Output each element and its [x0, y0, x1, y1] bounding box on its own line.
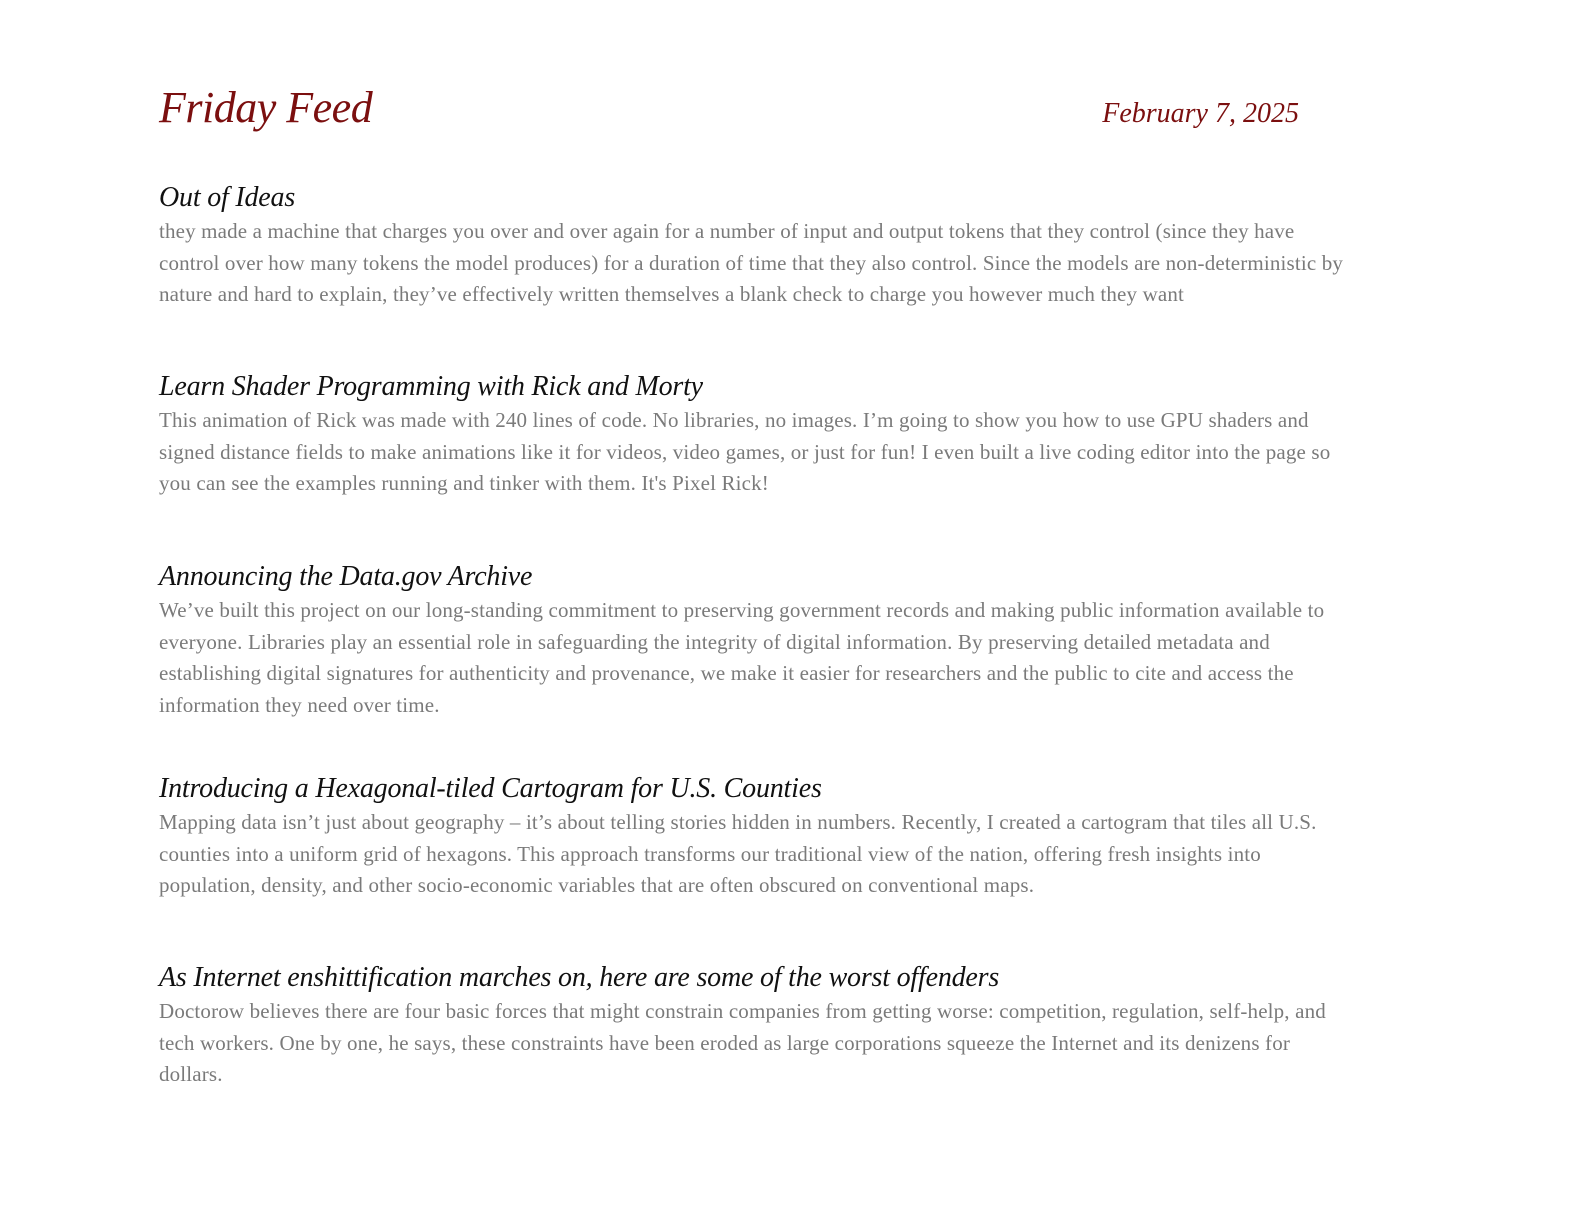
article-hexagonal-cartogram [159, 771, 1359, 902]
article-learn-shader-programming [159, 369, 1359, 500]
article-title[interactable]: Introducing a Hexagonal-tiled Cartogram for U.S. Counties [159, 773, 822, 804]
article-summary: We’ve built this project on our long-standing commitment to preserving government records and making public information available to everyone. Libraries play an essential role in safeguarding the integrity of digital information. By preserving detailed metadata and establishing digital signatures for authenticity and provenance, we make it easier for researchers and the public to cite and access the information they need over time. [159, 598, 1325, 718]
article-title[interactable]: Out of Ideas [159, 182, 296, 213]
article-summary: Mapping data isn’t just about geography – it’s about telling stories hidden in numbers. Recently, I created a cartogram that tiles all U.S. counties into a uniform grid of hexagons. This approach transforms our traditional view of the nation, offering fresh insights into population, density, and other socio-economic variables that are often obscured on conventional maps. [159, 810, 1317, 898]
feed-title: Friday Feed [159, 83, 373, 132]
article-out-of-ideas [159, 180, 1359, 311]
feed-page [159, 80, 1359, 1087]
article-data-gov-archive [159, 559, 1359, 722]
article-summary: This animation of Rick was made with 240 lines of code. No libraries, no images. I’m going to show you how to use GPU shaders and signed distance fields to make animations like it for videos, video games, or just for fun! I even built a live coding editor into the page so you can see the examples running and tinker with them. It's Pixel Rick! [159, 408, 1331, 496]
article-summary: Doctorow believes there are four basic forces that might constrain companies from getting worse: competition, regulation, self-help, and tech workers. One by one, he says, these constraints have been eroded as large corporations squeeze the Internet and its denizens for dollars. [159, 999, 1326, 1087]
masthead [159, 80, 1299, 172]
article-title[interactable]: Announcing the Data.gov Archive [159, 561, 533, 592]
article-title[interactable]: Learn Shader Programming with Rick and Morty [159, 371, 703, 402]
article-title[interactable]: As Internet enshittification marches on, here are some of the worst offenders [159, 962, 1000, 993]
article-internet-enshittification [159, 960, 1359, 1091]
article-summary: they made a machine that charges you over and over again for a number of input and output tokens that they control (since they have control over how many tokens the model produces) for a duration of time that they also control. Since the models are non-deterministic by nature and hard to explain, they’ve effectively written themselves a blank check to charge you however much they want [159, 219, 1343, 307]
feed-date: February 7, 2025 [1102, 98, 1299, 129]
